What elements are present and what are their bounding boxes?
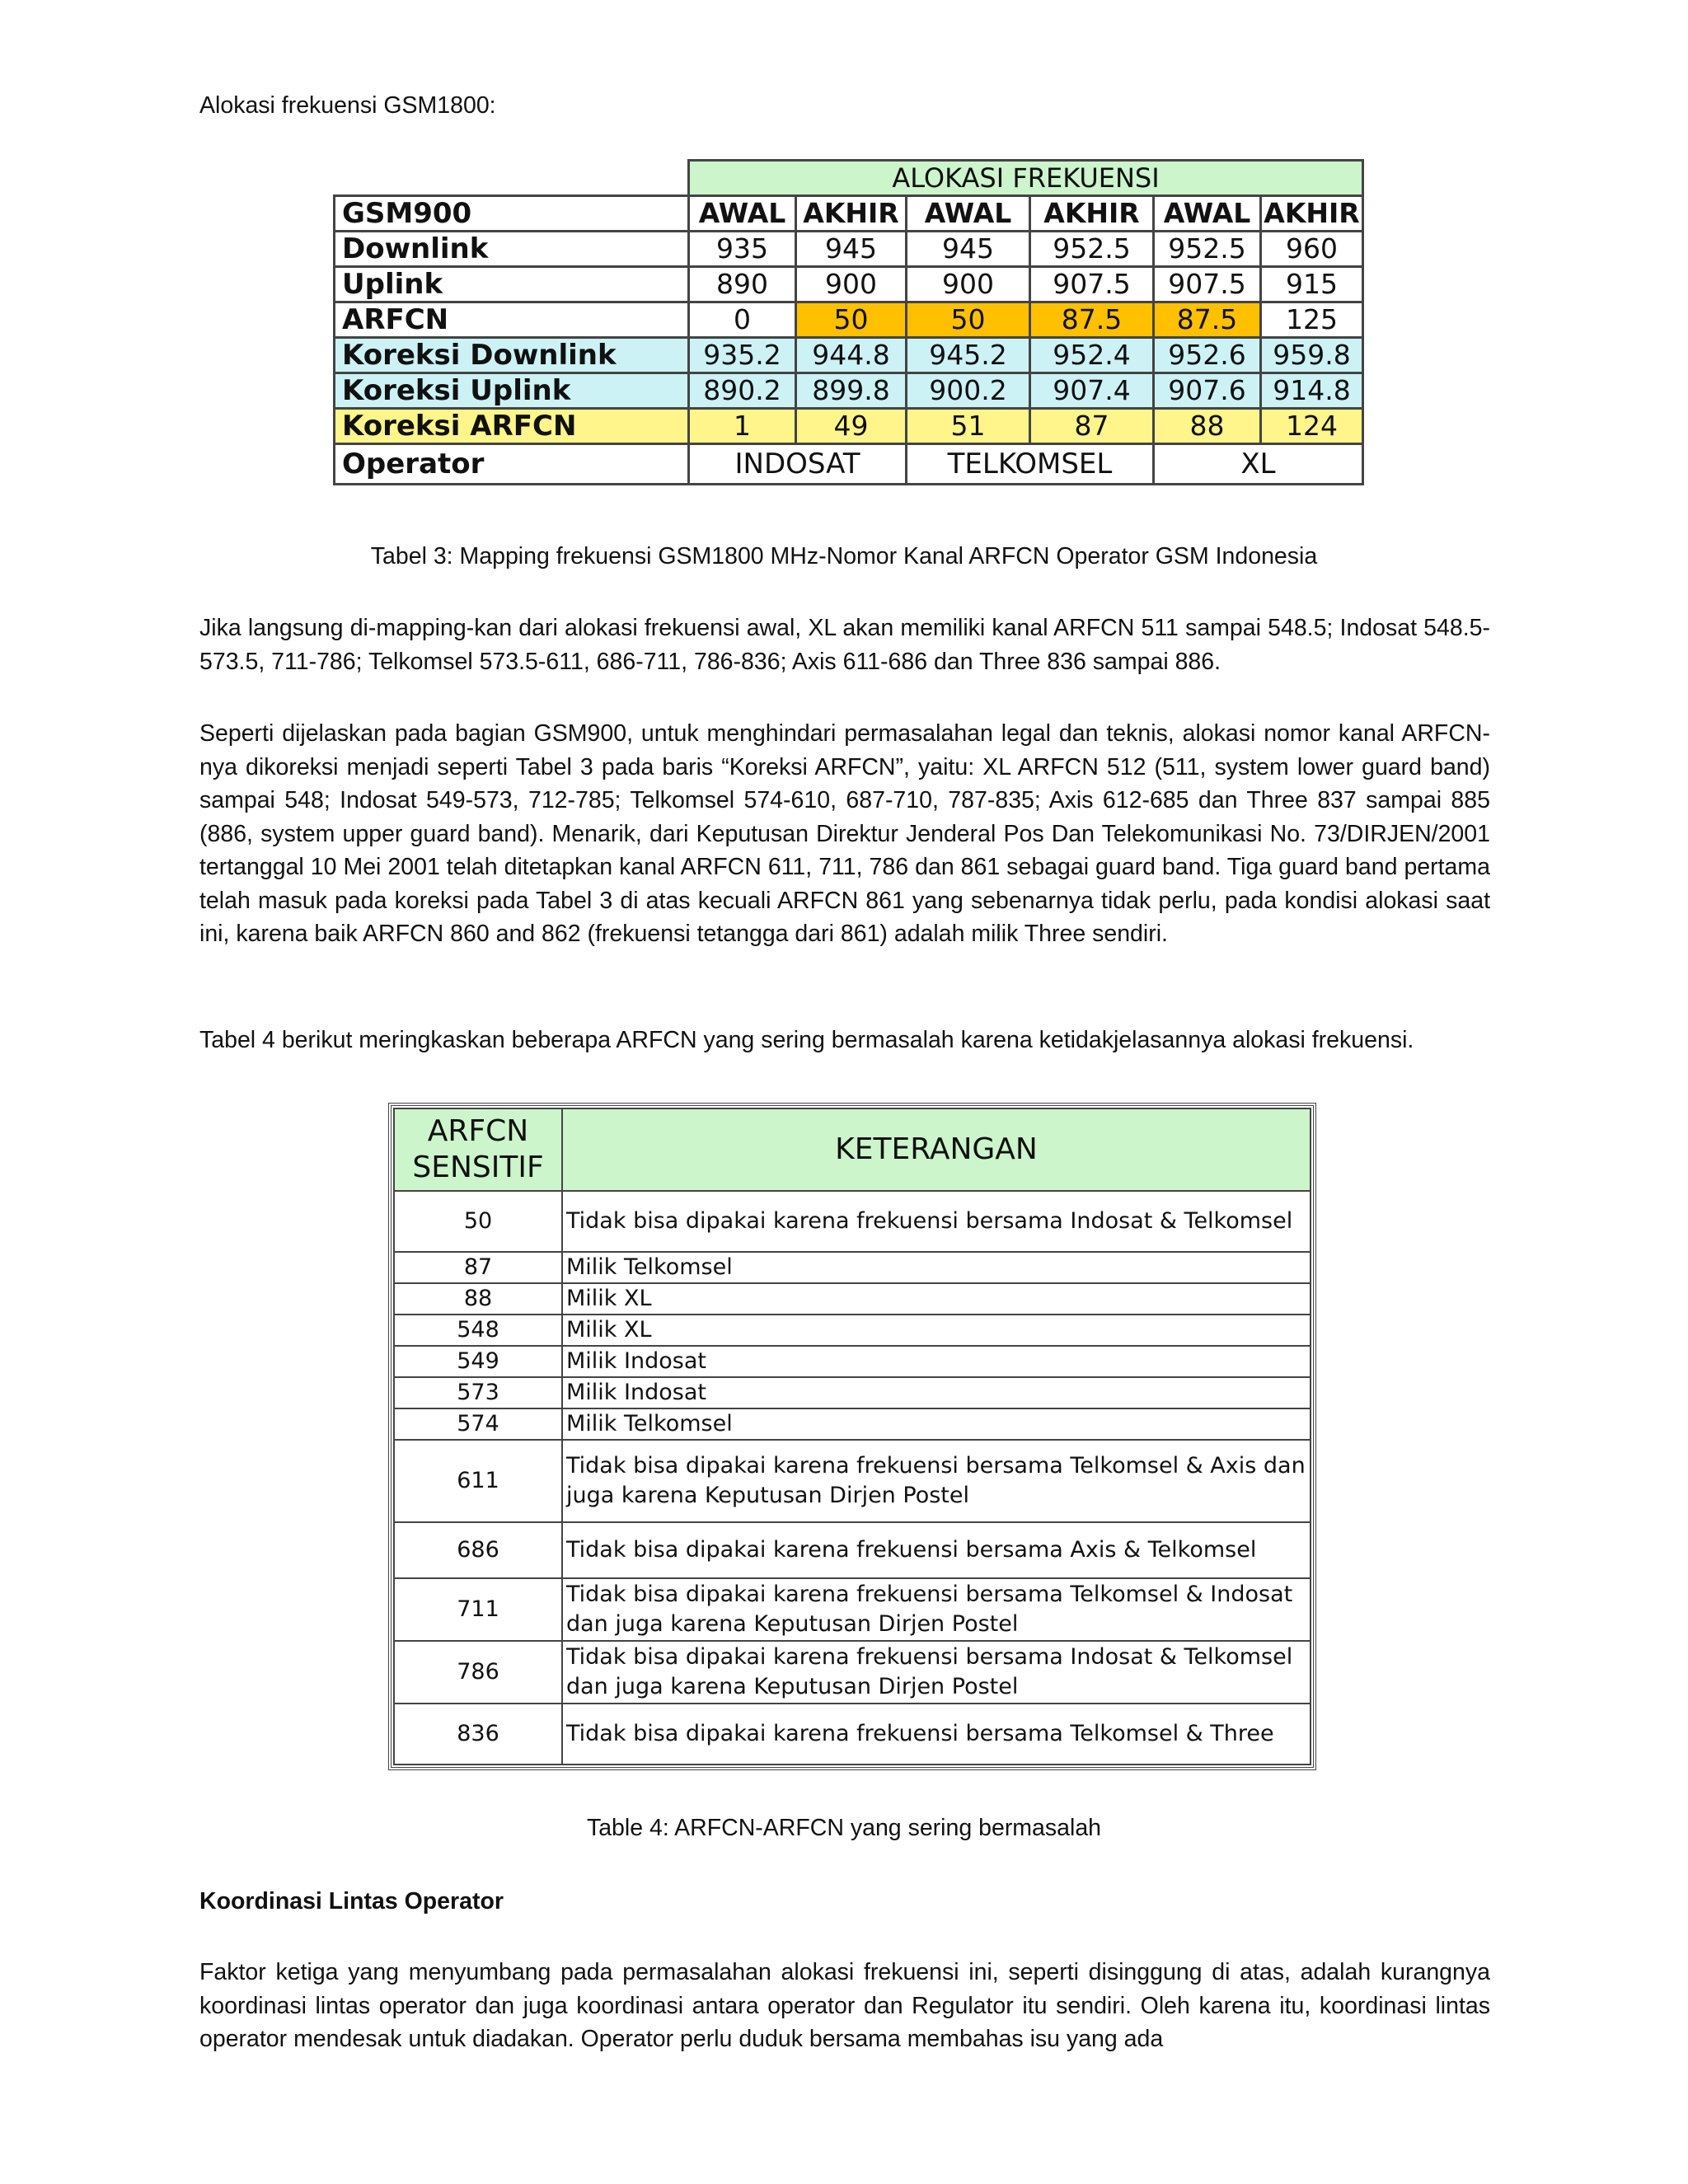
desc-cell: Tidak bisa dipakai karena frekuensi bersama Telkomsel & Indosat dan juga karena Keputusan Dirjen Postel [562, 1578, 1311, 1641]
table-cell: 51 [907, 409, 1030, 444]
arfcn-cell: 786 [394, 1641, 562, 1704]
table-cell: 945.2 [907, 338, 1030, 373]
table-cell: 125 [1261, 302, 1363, 338]
row-label: Downlink [335, 232, 689, 267]
desc-cell: Tidak bisa dipakai karena frekuensi bersama Indosat & Telkomsel [562, 1191, 1311, 1252]
intro-text: Alokasi frekuensi GSM1800: [199, 92, 496, 119]
table3-caption: Tabel 3: Mapping frekuensi GSM1800 MHz-Nomor Kanal ARFCN Operator GSM Indonesia [370, 543, 1318, 569]
table-cell: 899.8 [796, 373, 907, 409]
table-cell: 890.2 [689, 373, 796, 409]
arfcn-cell: 711 [394, 1578, 562, 1641]
table-cell: 952.6 [1154, 338, 1261, 373]
arfcn-cell: 549 [394, 1346, 562, 1377]
desc-cell: Milik XL [562, 1283, 1311, 1315]
operator-xl: XL [1154, 444, 1363, 485]
table-cell: 124 [1261, 409, 1363, 444]
table-cell: 960 [1261, 232, 1363, 267]
table-cell-highlight: 87.5 [1030, 302, 1154, 338]
table-row [335, 267, 1363, 302]
table-cell: 945 [796, 232, 907, 267]
arfcn-cell: 611 [394, 1440, 562, 1522]
desc-cell: Milik Telkomsel [562, 1408, 1311, 1440]
table-row [394, 1252, 1311, 1283]
arfcn-cell: 88 [394, 1283, 562, 1315]
row-label: Koreksi Uplink [335, 373, 689, 409]
row-label: ARFCN [335, 302, 689, 338]
table-cell: 944.8 [796, 338, 907, 373]
section-heading: Koordinasi Lintas Operator [199, 1888, 504, 1915]
table-row [394, 1346, 1311, 1377]
paragraph-1: Jika langsung di-mapping-kan dari alokasi frekuensi awal, XL akan memiliki kanal ARFCN 511 sampai 548.5; Indosat 548.5-573.5, 711-786; Telkomsel 573.5-611, 686-711, 786-836; Axis 611-686 dan Three 836 sampai 886. [199, 615, 1490, 675]
operator-telkomsel: TELKOMSEL [907, 444, 1154, 485]
table-cell: 900 [907, 267, 1030, 302]
paragraph-2: Seperti dijelaskan pada bagian GSM900, untuk menghindari permasalahan legal dan teknis, alokasi nomor kanal ARFCN-nya dikoreksi menjadi seperti Tabel 3 pada baris “Koreksi ARFCN”, yaitu: XL ARFCN 512 (511, system lower guard band) sampai 548; Indosat 549-573, 712-785; Telkomsel 574-610, 687-710, 787-835; Axis 612-685 dan Three 837 sampai 885 (886, system upper guard band). Menarik, dari Keputusan Direktur Jenderal Pos Dan Telekomunikasi No. 73/DIRJEN/2001 tertanggal 10 Mei 2001 telah ditetapkan kanal ARFCN 611, 711, 786 dan 861 sebagai guard band. Tiga guard band pertama telah masuk pada koreksi pada Tabel 3 di atas kecuali ARFCN 861 yang sebenarnya tidak perlu, pada kondisi alokasi saat ini, karena baik ARFCN 860 and 862 (frekuensi tetangga dari 861) adalah milik Three sendiri. [199, 720, 1490, 947]
table-row [335, 302, 1363, 338]
table-header-row [335, 161, 1363, 196]
table-cell: AKHIR [1030, 196, 1154, 232]
table-row [394, 1522, 1311, 1578]
arfcn-cell: 87 [394, 1252, 562, 1283]
table-cell: 935 [689, 232, 796, 267]
table-cell: 900 [796, 267, 907, 302]
table-cell: 49 [796, 409, 907, 444]
table-row [335, 196, 1363, 232]
table-cell: 907.5 [1154, 267, 1261, 302]
table-row [394, 1283, 1311, 1315]
desc-cell: Milik Indosat [562, 1346, 1311, 1377]
table-row [335, 444, 1363, 485]
table-cell: 952.4 [1030, 338, 1154, 373]
row-label: Koreksi ARFCN [335, 409, 689, 444]
arfcn-cell: 574 [394, 1408, 562, 1440]
table-cell: 907.5 [1030, 267, 1154, 302]
table-row [335, 338, 1363, 373]
table-row [394, 1377, 1311, 1408]
table-row [394, 1315, 1311, 1346]
arfcn-cell: 686 [394, 1522, 562, 1578]
table-cell: AKHIR [796, 196, 907, 232]
row-label: GSM900 [335, 196, 689, 232]
table-header-row [394, 1108, 1311, 1191]
desc-cell: Milik Telkomsel [562, 1252, 1311, 1283]
table-cell: 1 [689, 409, 796, 444]
table-cell: 88 [1154, 409, 1261, 444]
arfcn-cell: 50 [394, 1191, 562, 1252]
table-cell: AWAL [1154, 196, 1261, 232]
table-cell-highlight: 87.5 [1154, 302, 1261, 338]
table-cell: 890 [689, 267, 796, 302]
table-cell: 952.5 [1154, 232, 1261, 267]
row-label: Koreksi Downlink [335, 338, 689, 373]
table-row [335, 409, 1363, 444]
row-label: Uplink [335, 267, 689, 302]
table-cell: 935.2 [689, 338, 796, 373]
arfcn-sensitive-table [388, 1103, 1316, 1770]
table-cell-highlight: 50 [796, 302, 907, 338]
row-label: Operator [335, 444, 689, 485]
table-cell: 907.4 [1030, 373, 1154, 409]
table-row [394, 1408, 1311, 1440]
paragraph-4: Faktor ketiga yang menyumbang pada permasalahan alokasi frekuensi ini, seperti disinggung di atas, adalah kurangnya koordinasi lintas operator dan juga koordinasi antara operator dan Regulator itu sendiri. Oleh karena itu, koordinasi lintas operator mendesak untuk diadakan. Operator perlu duduk bersama membahas isu yang ada [199, 1959, 1490, 2052]
table-cell: 900.2 [907, 373, 1030, 409]
header-keterangan: KETERANGAN [562, 1108, 1311, 1191]
table-cell: AWAL [689, 196, 796, 232]
desc-cell: Tidak bisa dipakai karena frekuensi bersama Telkomsel & Axis dan juga karena Keputusan Dirjen Postel [562, 1440, 1311, 1522]
table-cell: 952.5 [1030, 232, 1154, 267]
frequency-allocation-table [333, 159, 1364, 485]
table-cell-highlight: 50 [907, 302, 1030, 338]
table-cell: 959.8 [1261, 338, 1363, 373]
table-row [394, 1578, 1311, 1641]
group-header: ALOKASI FREKUENSI [689, 161, 1363, 196]
header-arfcn: ARFCN SENSITIF [394, 1108, 562, 1191]
desc-cell: Milik XL [562, 1315, 1311, 1346]
table-row [335, 232, 1363, 267]
table-cell: 945 [907, 232, 1030, 267]
table-cell: 914.8 [1261, 373, 1363, 409]
desc-cell: Tidak bisa dipakai karena frekuensi bersama Telkomsel & Three [562, 1704, 1311, 1765]
table-row [394, 1440, 1311, 1522]
table4-caption: Table 4: ARFCN-ARFCN yang sering bermasalah [586, 1815, 1102, 1841]
table-row [394, 1641, 1311, 1704]
table-row [394, 1704, 1311, 1765]
table-cell: 915 [1261, 267, 1363, 302]
desc-cell: Tidak bisa dipakai karena frekuensi bersama Axis & Telkomsel [562, 1522, 1311, 1578]
desc-cell: Milik Indosat [562, 1377, 1311, 1408]
table-cell: 87 [1030, 409, 1154, 444]
operator-indosat: INDOSAT [689, 444, 907, 485]
table-cell: AWAL [907, 196, 1030, 232]
arfcn-cell: 573 [394, 1377, 562, 1408]
arfcn-cell: 548 [394, 1315, 562, 1346]
table-cell: 0 [689, 302, 796, 338]
paragraph-3: Tabel 4 berikut meringkaskan beberapa ARFCN yang sering bermasalah karena ketidakjelasannya alokasi frekuensi. [199, 1027, 1414, 1053]
arfcn-cell: 836 [394, 1704, 562, 1765]
table-cell: 907.6 [1154, 373, 1261, 409]
table-cell: AKHIR [1261, 196, 1363, 232]
table-row [394, 1191, 1311, 1252]
table-row [335, 373, 1363, 409]
desc-cell: Tidak bisa dipakai karena frekuensi bersama Indosat & Telkomsel dan juga karena Keputusan Dirjen Postel [562, 1641, 1311, 1704]
